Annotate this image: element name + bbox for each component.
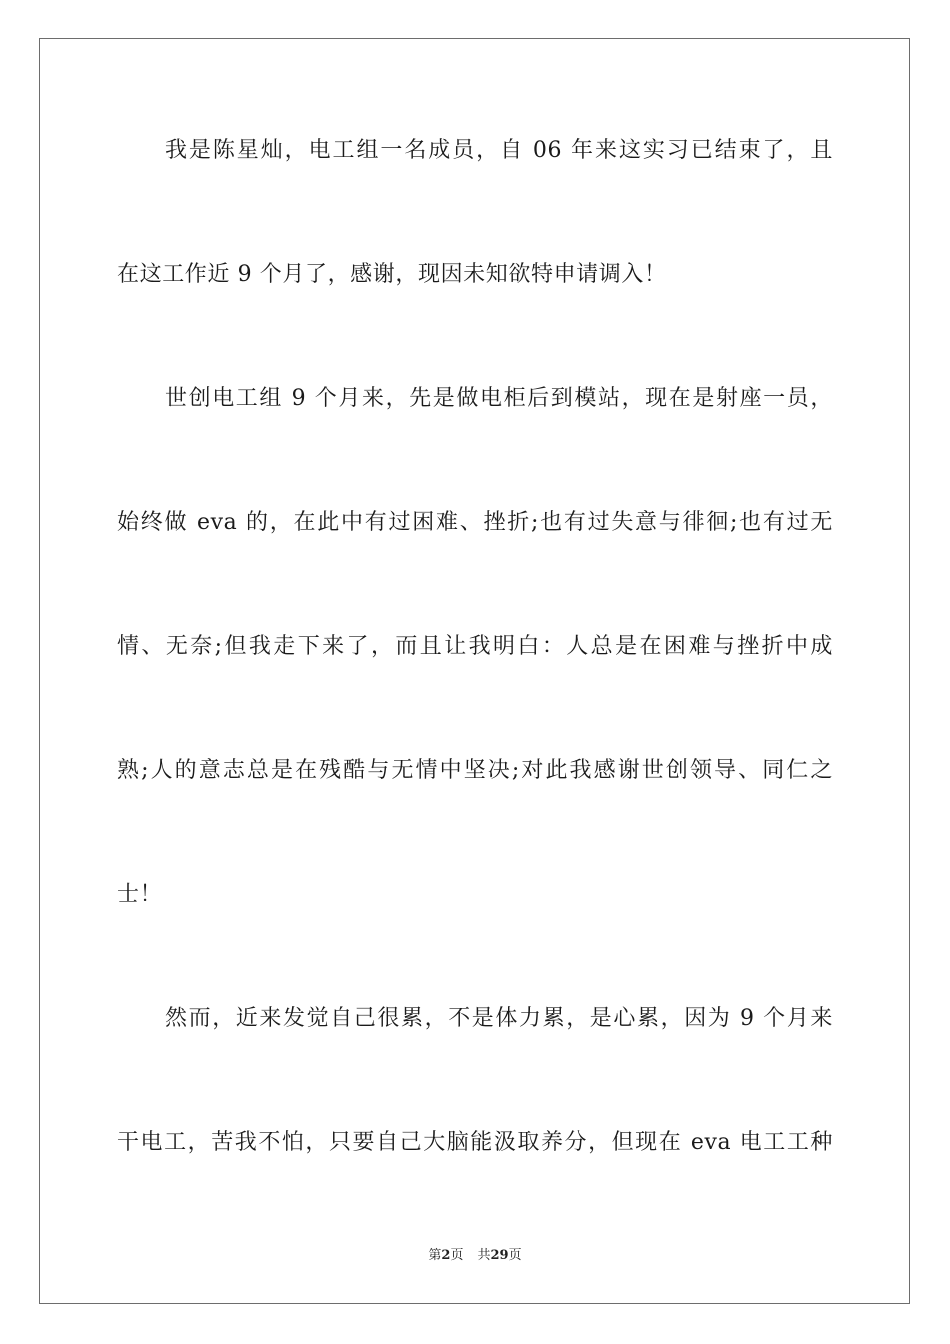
paragraph-2-line-3: 情、无奈;但我走下来了，而且让我明白：人总是在困难与挫折中成 bbox=[117, 634, 833, 659]
paragraph-2-line-2: 始终做 eva 的，在此中有过困难、挫折;也有过失意与徘徊;也有过无 bbox=[117, 510, 833, 535]
page-number-footer bbox=[0, 1247, 950, 1265]
paragraph-2-line-4: 熟;人的意志总是在残酷与无情中坚决;对此我感谢世创领导、同仁之 bbox=[117, 758, 833, 783]
paragraph-2-line-5: 士！ bbox=[117, 882, 163, 907]
current-page-number: 2 bbox=[441, 1248, 451, 1263]
total-prefix: 共 bbox=[477, 1248, 491, 1263]
paragraph-1-line-1: 我是陈星灿，电工组一名成员，自 06 年来这实习已结束了，且 bbox=[165, 138, 833, 163]
page-border bbox=[39, 38, 910, 1304]
paragraph-1-line-2: 在这工作近 9 个月了，感谢，现因未知欲特申请调入！ bbox=[117, 262, 667, 287]
page-suffix: 页 bbox=[450, 1248, 464, 1263]
total-pages-number: 29 bbox=[490, 1248, 509, 1263]
page-prefix: 第 bbox=[428, 1248, 442, 1263]
paragraph-3-line-2: 干电工，苦我不怕，只要自己大脑能汲取养分，但现在 eva 电工工种 bbox=[117, 1130, 833, 1155]
paragraph-2-line-1: 世创电工组 9 个月来，先是做电柜后到模站，现在是射座一员， bbox=[165, 386, 833, 411]
paragraph-3-line-1: 然而，近来发觉自己很累，不是体力累，是心累，因为 9 个月来 bbox=[165, 1006, 833, 1031]
total-suffix: 页 bbox=[508, 1248, 522, 1263]
